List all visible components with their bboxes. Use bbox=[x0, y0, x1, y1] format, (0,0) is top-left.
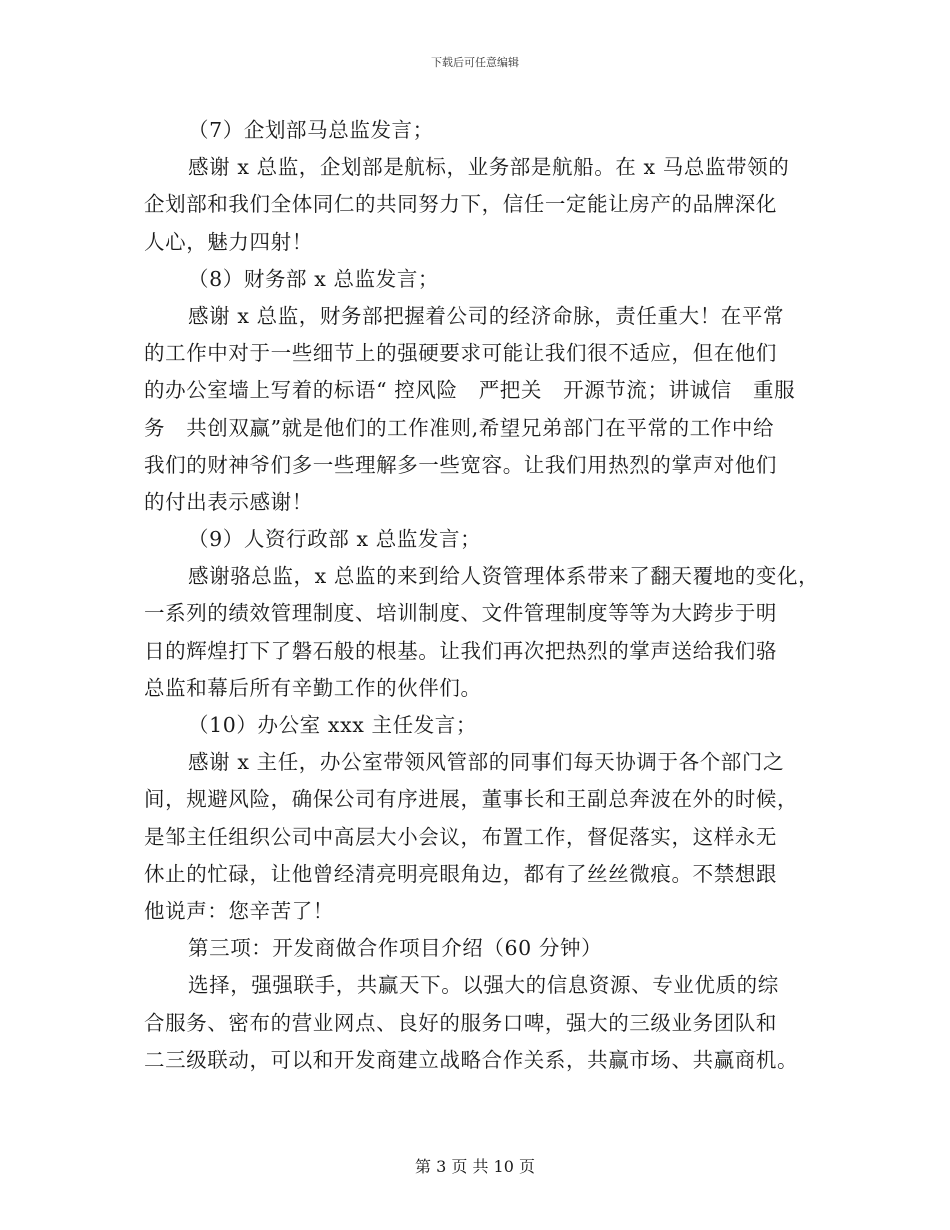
text-line: 感谢 x 主任，办公室带领风管部的同事们每天协调于各个部门之 bbox=[188, 750, 785, 775]
text-line: （8）财务部 x 总监发言； bbox=[188, 266, 440, 291]
text-line: 休止的忙碌，让他曾经清亮明亮眼角边，都有了丝丝微痕。不禁想跟 bbox=[144, 861, 777, 886]
text-line: 感谢 x 总监，财务部把握着公司的经济命脉，责任重大！在平常 bbox=[188, 303, 785, 328]
text-line: 务 共创双赢”就是他们的工作准则,希望兄弟部门在平常的工作中给 bbox=[144, 415, 775, 440]
text-line: 一系列的绩效管理制度、培训制度、文件管理制度等等为大跨步于明 bbox=[144, 601, 777, 626]
text-line: （9）人资行政部 x 总监发言； bbox=[188, 527, 482, 552]
text-line: 间，规避风险，确保公司有序进展，董事长和王副总奔波在外的时候， bbox=[144, 787, 799, 812]
text-line: 的工作中对于一些细节上的强硬要求可能让我们很不适应，但在他们 bbox=[144, 341, 777, 366]
text-line: 的付出表示感谢！ bbox=[144, 489, 313, 514]
text-line: 选择，强强联手，共赢天下。以强大的信息资源、专业优质的综 bbox=[188, 973, 779, 998]
text-line: 二三级联动，可以和开发商建立战略合作关系，共赢市场、共赢商机。 bbox=[144, 1047, 799, 1072]
text-line: 是邹主任组织公司中高层大小会议，布置工作，督促落实，这样永无 bbox=[144, 824, 777, 849]
text-line: 第三项：开发商做合作项目介绍（60 分钟） bbox=[188, 936, 603, 961]
text-line: （7）企划部马总监发言； bbox=[188, 118, 434, 142]
text-line: （10）办公室 xxx 主任发言； bbox=[188, 713, 478, 737]
text-line: 合服务、密布的营业网点、良好的服务口啤，强大的三级业务团队和 bbox=[144, 1010, 777, 1035]
text-line: 感谢 x 总监，企划部是航标，业务部是航船。在 x 马总监带领的 bbox=[188, 155, 790, 180]
document-body bbox=[144, 112, 824, 1079]
text-line: 总监和幕后所有辛勤工作的伙伴们。 bbox=[144, 675, 482, 700]
text-line: 感谢骆总监，x 总监的来到给人资管理体系带来了翻天覆地的变化， bbox=[188, 564, 820, 589]
text-line: 他说声：您辛苦了！ bbox=[144, 898, 334, 923]
page-footer: 第 3 页 共 10 页 bbox=[415, 1157, 535, 1176]
text-line: 日的辉煌打下了磐石般的根基。让我们再次把热烈的掌声送给我们骆 bbox=[144, 638, 777, 663]
text-line: 我们的财神爷们多一些理解多一些宽容。让我们用热烈的掌声对他们 bbox=[144, 452, 777, 477]
page-header: 下载后可任意编辑 bbox=[431, 56, 519, 69]
text-line: 企划部和我们全体同仁的共同努力下，信任一定能让房产的品牌深化 bbox=[144, 192, 777, 217]
text-line: 的办公室墙上写着的标语“ 控风险 严把关 开源节流；讲诚信 重服 bbox=[144, 378, 796, 403]
text-line: 人心，魅力四射！ bbox=[144, 229, 313, 254]
